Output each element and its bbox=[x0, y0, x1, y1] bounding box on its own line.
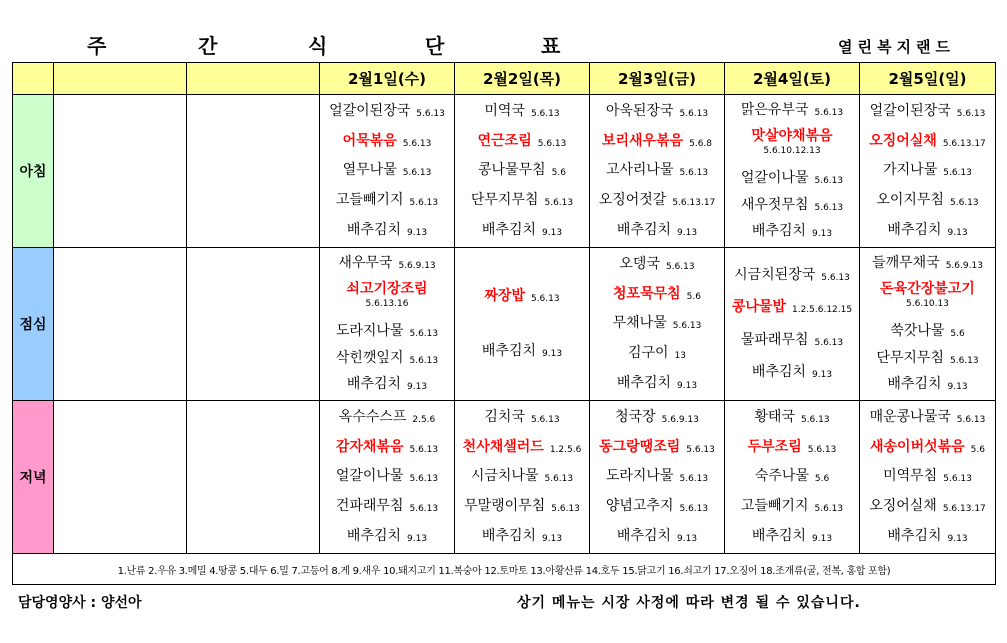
allergy-codes: 1.2.5.6 bbox=[549, 444, 582, 455]
dish-name: 매운콩나물국 bbox=[869, 409, 951, 426]
day-header: 2월1일(수) bbox=[320, 63, 455, 95]
allergy-codes: 9.13 bbox=[677, 227, 698, 238]
menu-list bbox=[320, 248, 454, 400]
allergy-codes: 9.13 bbox=[407, 382, 428, 393]
menu-item bbox=[320, 377, 454, 392]
dish-name: 도라지나물 bbox=[605, 468, 674, 485]
legend-row bbox=[13, 554, 996, 585]
menu-item bbox=[860, 324, 995, 339]
blank-cell bbox=[187, 95, 320, 248]
menu-cell bbox=[725, 401, 860, 554]
allergy-codes: 5.6.13 bbox=[409, 355, 439, 366]
title-char: 단 bbox=[425, 34, 445, 58]
menu-item bbox=[320, 324, 454, 339]
dish-name: 물파래무침 bbox=[740, 331, 809, 348]
allergy-codes: 5.6.13 bbox=[672, 321, 702, 332]
dish-name: 미역무침 bbox=[883, 468, 938, 485]
allergy-codes: 9.13 bbox=[812, 229, 833, 240]
allergy-codes: 5.6.10.13 bbox=[906, 299, 949, 310]
allergy-codes: 5.6.9.13 bbox=[945, 260, 983, 271]
meal-row bbox=[13, 248, 996, 401]
dish-name: 배추김치 bbox=[751, 364, 807, 381]
allergy-codes: 5.6.13 bbox=[814, 337, 844, 348]
menu-list bbox=[860, 401, 995, 553]
dish-name: 김구이 bbox=[627, 345, 669, 362]
header-corner bbox=[13, 63, 54, 95]
menu-item bbox=[455, 223, 589, 238]
allergy-codes: 5.6.9.13 bbox=[398, 260, 436, 271]
menu-item bbox=[590, 104, 724, 119]
dish-name: 오징어실채 bbox=[869, 498, 937, 515]
dish-name: 배추김치 bbox=[887, 221, 942, 238]
allergy-codes: 5.6.13 bbox=[409, 444, 439, 455]
menu-item bbox=[320, 529, 454, 544]
dish-stack bbox=[880, 282, 975, 312]
menu-cell bbox=[455, 95, 590, 248]
dish-name: 고사리나물 bbox=[605, 162, 674, 179]
allergy-codes: 5.6.9.13 bbox=[661, 415, 699, 426]
dish-name: 고들빼기지 bbox=[335, 192, 404, 209]
allergy-codes: 9.13 bbox=[812, 533, 833, 544]
dish-name: 건파래무침 bbox=[335, 498, 404, 515]
dish-name: 배추김치 bbox=[751, 223, 807, 240]
menu-item bbox=[590, 410, 724, 425]
menu-item bbox=[455, 104, 589, 119]
menu-item bbox=[860, 134, 995, 149]
dish-name: 보리새우볶음 bbox=[601, 132, 684, 149]
menu-item bbox=[590, 346, 724, 361]
menu-item bbox=[725, 198, 859, 213]
dish-name: 양념고추지 bbox=[605, 498, 674, 515]
dish-name: 청포묵무침 bbox=[613, 285, 681, 302]
menu-item bbox=[725, 469, 859, 484]
allergy-codes: 5.6.13 bbox=[949, 198, 979, 209]
menu-item bbox=[725, 440, 859, 455]
dish-name: 들깨무채국 bbox=[872, 254, 940, 271]
dish-name: 얼갈이나물 bbox=[335, 468, 404, 485]
menu-item bbox=[320, 134, 454, 149]
allergy-codes: 5.6.13.17 bbox=[942, 504, 986, 515]
allergy-codes: 5.6 bbox=[814, 474, 830, 485]
allergy-codes: 5.6.13 bbox=[416, 109, 445, 120]
allergy-codes: 9.13 bbox=[542, 348, 563, 359]
allergy-codes: 9.13 bbox=[407, 533, 428, 544]
menu-item bbox=[590, 134, 724, 149]
menu-item bbox=[320, 282, 454, 312]
allergy-codes: 5.6 bbox=[551, 168, 566, 179]
header-blank bbox=[187, 63, 320, 95]
menu-item bbox=[455, 529, 589, 544]
day-header: 2월5일(일) bbox=[860, 63, 996, 95]
allergy-codes: 5.6.13 bbox=[679, 504, 709, 515]
dietitian-label: 담당영양사 : 양선아 bbox=[18, 595, 142, 611]
menu-item bbox=[455, 469, 589, 484]
menu-item bbox=[590, 163, 724, 178]
meal-label: 저녁 bbox=[13, 401, 54, 554]
dish-name: 콩나물밥 bbox=[731, 299, 786, 316]
menu-cell bbox=[725, 95, 860, 248]
menu-list bbox=[320, 401, 454, 553]
menu-item bbox=[455, 289, 589, 304]
dish-name: 동그랑땡조림 bbox=[599, 438, 681, 455]
menu-item bbox=[725, 103, 859, 118]
menu-item bbox=[455, 134, 589, 149]
menu-list bbox=[455, 401, 589, 553]
menu-item bbox=[320, 223, 454, 238]
dish-name: 돈육간장불고기 bbox=[880, 281, 975, 298]
dish-name: 새우무국 bbox=[338, 254, 393, 271]
menu-item bbox=[725, 171, 859, 186]
allergy-codes: 5.6.13 bbox=[679, 109, 709, 120]
menu-item bbox=[860, 256, 995, 271]
allergy-codes: 5.6.13 bbox=[409, 198, 439, 209]
day-header: 2월3일(금) bbox=[590, 63, 725, 95]
allergy-codes: 5.6.13 bbox=[943, 474, 972, 485]
menu-item bbox=[590, 257, 724, 272]
menu-cell bbox=[320, 248, 455, 401]
allergy-codes: 9.13 bbox=[407, 227, 428, 238]
dish-name: 얼갈이된장국 bbox=[869, 103, 951, 120]
menu-cell bbox=[860, 95, 996, 248]
allergy-codes: 5.6.13.17 bbox=[672, 198, 716, 209]
allergy-codes: 5.6 bbox=[970, 444, 985, 455]
dish-name: 천사채샐러드 bbox=[462, 438, 544, 455]
dish-name: 시금치된장국 bbox=[734, 266, 816, 283]
menu-cell bbox=[320, 401, 455, 554]
dish-name: 오징어실채 bbox=[869, 132, 937, 149]
menu-cell bbox=[320, 95, 455, 248]
dish-name: 도라지나물 bbox=[335, 322, 404, 339]
allergy-codes: 9.13 bbox=[947, 533, 968, 544]
menu-list bbox=[455, 95, 589, 247]
menu-item bbox=[455, 499, 589, 514]
dish-name: 청국장 bbox=[615, 409, 656, 426]
menu-item bbox=[590, 316, 724, 331]
dish-name: 배추김치 bbox=[616, 374, 672, 391]
allergy-codes: 5.6.13 bbox=[530, 294, 560, 305]
day-header: 2월2일(목) bbox=[455, 63, 590, 95]
menu-item bbox=[725, 410, 859, 425]
dish-name: 황태국 bbox=[754, 409, 795, 426]
menu-item bbox=[725, 300, 859, 315]
dish-name: 새우젓무침 bbox=[740, 196, 809, 213]
menu-list bbox=[320, 95, 454, 247]
allergy-codes: 5.6.13 bbox=[544, 198, 574, 209]
dish-name: 쑥갓나물 bbox=[890, 322, 945, 339]
menu-item bbox=[860, 469, 995, 484]
allergy-codes: 5.6.13 bbox=[821, 272, 850, 283]
dish-name: 오뎅국 bbox=[619, 256, 660, 273]
menu-item bbox=[590, 529, 724, 544]
menu-item bbox=[725, 224, 859, 239]
title-char: 간 bbox=[198, 34, 218, 58]
allergy-codes: 9.13 bbox=[947, 227, 968, 238]
dish-name: 삭힌깻잎지 bbox=[335, 349, 404, 366]
dish-name: 배추김치 bbox=[887, 376, 942, 393]
dish-name: 숙주나물 bbox=[754, 468, 809, 485]
menu-cell bbox=[590, 248, 725, 401]
allergy-codes: 5.6.13 bbox=[530, 415, 560, 426]
dish-name: 미역국 bbox=[484, 103, 525, 120]
meal-label: 아침 bbox=[13, 95, 54, 248]
dish-name: 배추김치 bbox=[481, 527, 537, 544]
menu-item bbox=[725, 529, 859, 544]
dish-name: 두부조림 bbox=[747, 438, 802, 455]
allergy-codes: 5.6.8 bbox=[689, 138, 713, 149]
menu-item bbox=[860, 440, 995, 455]
dish-name: 단무지무침 bbox=[470, 192, 539, 209]
allergy-codes: 5.6 bbox=[686, 291, 701, 302]
menu-item bbox=[590, 287, 724, 302]
menu-item bbox=[860, 529, 995, 544]
allergy-codes: 5.6 bbox=[950, 328, 965, 339]
blank-cell bbox=[54, 95, 187, 248]
menu-table bbox=[12, 62, 996, 585]
allergy-codes: 5.6.13 bbox=[956, 415, 986, 426]
notice-text: 상기 메뉴는 시장 사정에 따라 변경 될 수 있습니다. bbox=[517, 595, 861, 611]
allergy-codes: 5.6.13 bbox=[686, 444, 715, 455]
dish-name: 새송이버섯볶음 bbox=[870, 438, 965, 455]
allergy-codes: 5.6.13 bbox=[551, 504, 580, 515]
menu-item bbox=[590, 440, 724, 455]
menu-item bbox=[590, 499, 724, 514]
header-blank bbox=[54, 63, 187, 95]
menu-item bbox=[320, 256, 454, 271]
dish-name: 얼갈이나물 bbox=[740, 169, 809, 186]
dish-name: 배추김치 bbox=[616, 221, 672, 238]
dish-name: 아욱된장국 bbox=[605, 103, 674, 120]
menu-cell bbox=[590, 95, 725, 248]
allergy-codes: 5.6.13 bbox=[409, 328, 439, 339]
dish-name: 얼갈이된장국 bbox=[329, 103, 411, 120]
menu-list bbox=[590, 95, 724, 247]
menu-item bbox=[590, 223, 724, 238]
dish-name: 배추김치 bbox=[481, 342, 537, 359]
dish-name: 무말랭이무침 bbox=[464, 498, 546, 515]
dish-name: 감자채볶음 bbox=[335, 438, 404, 455]
allergy-codes: 5.6.13 bbox=[679, 168, 709, 179]
allergy-codes: 5.6.13 bbox=[956, 109, 986, 120]
day-header: 2월4일(토) bbox=[725, 63, 860, 95]
menu-item bbox=[860, 163, 995, 178]
dish-name: 고들빼기지 bbox=[740, 498, 809, 515]
menu-item bbox=[320, 499, 454, 514]
dish-name: 배추김치 bbox=[616, 527, 672, 544]
title-char: 식 bbox=[308, 34, 328, 58]
menu-list bbox=[590, 401, 724, 553]
menu-item bbox=[455, 410, 589, 425]
dish-name: 가지나물 bbox=[883, 162, 938, 179]
blank-cell bbox=[54, 401, 187, 554]
allergy-codes: 5.6.13 bbox=[679, 474, 709, 485]
menu-list bbox=[725, 248, 859, 400]
dish-name: 연근조림 bbox=[477, 132, 532, 149]
dish-name: 쇠고기장조림 bbox=[346, 281, 428, 298]
menu-item bbox=[725, 365, 859, 380]
dish-name: 배추김치 bbox=[346, 527, 402, 544]
menu-item bbox=[860, 193, 995, 208]
menu-cell bbox=[860, 401, 996, 554]
menu-item bbox=[320, 104, 454, 119]
menu-item bbox=[455, 440, 589, 455]
allergy-codes: 5.6.13 bbox=[943, 168, 972, 179]
menu-item bbox=[725, 129, 859, 159]
menu-cell bbox=[860, 248, 996, 401]
allergy-codes: 5.6.13 bbox=[814, 175, 844, 186]
menu-item bbox=[860, 410, 995, 425]
meal-row bbox=[13, 401, 996, 554]
allergy-codes: 5.6.13 bbox=[402, 138, 432, 149]
menu-list bbox=[860, 95, 995, 247]
menu-item bbox=[455, 193, 589, 208]
dish-stack bbox=[751, 129, 832, 159]
dish-name: 배추김치 bbox=[346, 221, 402, 238]
allergy-codes: 5.6.13 bbox=[665, 262, 695, 273]
dish-name: 어묵볶음 bbox=[342, 132, 397, 149]
menu-item bbox=[320, 410, 454, 425]
meal-label: 점심 bbox=[13, 248, 54, 401]
dish-name: 배추김치 bbox=[887, 527, 942, 544]
menu-list bbox=[725, 95, 859, 247]
allergy-codes: 5.6.13 bbox=[409, 504, 439, 515]
menu-item bbox=[860, 223, 995, 238]
allergy-codes: 5.6.13 bbox=[537, 138, 567, 149]
dish-name: 옥수수스프 bbox=[338, 409, 407, 426]
dish-name: 김치국 bbox=[484, 409, 525, 426]
allergy-codes: 5.6.13.17 bbox=[942, 138, 986, 149]
blank-cell bbox=[54, 248, 187, 401]
allergy-codes: 1.2.5.6.12.15 bbox=[791, 305, 853, 316]
dish-stack bbox=[346, 282, 427, 312]
allergy-codes: 5.6.13 bbox=[814, 202, 844, 213]
dish-name: 오징어젓갈 bbox=[598, 192, 667, 209]
allergy-codes: 9.13 bbox=[947, 382, 968, 393]
menu-item bbox=[590, 376, 724, 391]
title-char: 주 bbox=[87, 34, 107, 58]
dish-name: 열무나물 bbox=[342, 162, 397, 179]
menu-cell bbox=[590, 401, 725, 554]
menu-cell bbox=[455, 248, 590, 401]
allergy-codes: 5.6.13 bbox=[544, 474, 574, 485]
menu-list bbox=[455, 248, 589, 400]
dish-name: 오이지무침 bbox=[876, 192, 944, 209]
blank-cell bbox=[187, 401, 320, 554]
allergy-codes: 5.6.10.12.13 bbox=[763, 146, 821, 157]
meal-row bbox=[13, 95, 996, 248]
dish-name: 짜장밥 bbox=[484, 288, 525, 305]
dish-name: 단무지무침 bbox=[876, 349, 944, 366]
allergy-codes: 5.6.13 bbox=[800, 415, 830, 426]
dish-name: 배추김치 bbox=[481, 221, 537, 238]
allergy-codes: 5.6.13 bbox=[409, 474, 439, 485]
title-char: 표 bbox=[541, 34, 561, 58]
dish-name: 시금치나물 bbox=[470, 468, 539, 485]
menu-item bbox=[320, 351, 454, 366]
dish-name: 맑은유부국 bbox=[740, 101, 809, 118]
dish-name: 배추김치 bbox=[346, 376, 402, 393]
page-title bbox=[80, 30, 580, 60]
allergy-codes: 9.13 bbox=[812, 370, 833, 381]
allergy-codes: 5.6.13 bbox=[814, 504, 844, 515]
allergy-codes: 9.13 bbox=[542, 533, 563, 544]
allergy-codes: 9.13 bbox=[542, 227, 563, 238]
menu-list bbox=[590, 248, 724, 400]
menu-item bbox=[590, 469, 724, 484]
allergy-codes: 5.6.13 bbox=[949, 355, 979, 366]
menu-item bbox=[320, 440, 454, 455]
menu-item bbox=[860, 104, 995, 119]
menu-item bbox=[455, 344, 589, 359]
allergy-codes: 2.5.6 bbox=[412, 415, 436, 426]
allergy-codes: 5.6.13 bbox=[402, 168, 432, 179]
dish-name: 맛살야채볶음 bbox=[751, 128, 833, 145]
menu-cell bbox=[725, 248, 860, 401]
dish-name: 콩나물무침 bbox=[478, 162, 546, 179]
allergy-codes: 5.6.13 bbox=[814, 107, 844, 118]
allergy-legend: 1.난류 2.우유 3.메밀 4.땅콩 5.대두 6.밀 7.고등어 8.게 9.새우 10.돼지고기 11.복숭아 12.토마토 13.아황산류 14.호두 15.닭고기 16.쇠고기 17.오징어 18.조개류(굴, 전복, 홍합 포함) bbox=[13, 554, 996, 585]
menu-item bbox=[860, 499, 995, 514]
allergy-codes: 5.6.13 bbox=[530, 109, 560, 120]
menu-item bbox=[725, 499, 859, 514]
menu-item bbox=[320, 163, 454, 178]
menu-cell bbox=[455, 401, 590, 554]
blank-cell bbox=[187, 248, 320, 401]
allergy-codes: 5.6.13 bbox=[807, 444, 837, 455]
menu-item bbox=[320, 193, 454, 208]
allergy-codes: 13 bbox=[674, 351, 687, 362]
menu-item bbox=[725, 268, 859, 283]
allergy-codes: 9.13 bbox=[677, 533, 698, 544]
allergy-codes: 5.6.13.16 bbox=[365, 299, 409, 310]
header-row bbox=[13, 63, 996, 95]
allergy-codes: 9.13 bbox=[677, 380, 698, 391]
dish-name: 배추김치 bbox=[751, 527, 807, 544]
menu-item bbox=[725, 333, 859, 348]
menu-list bbox=[860, 248, 995, 400]
menu-list bbox=[725, 401, 859, 553]
menu-item bbox=[455, 163, 589, 178]
dish-name: 무채나물 bbox=[612, 315, 667, 332]
brand-name: 열린복지랜드 bbox=[838, 38, 955, 56]
menu-item bbox=[860, 282, 995, 312]
menu-item bbox=[860, 377, 995, 392]
menu-item bbox=[860, 351, 995, 366]
menu-item bbox=[590, 193, 724, 208]
menu-item bbox=[320, 469, 454, 484]
